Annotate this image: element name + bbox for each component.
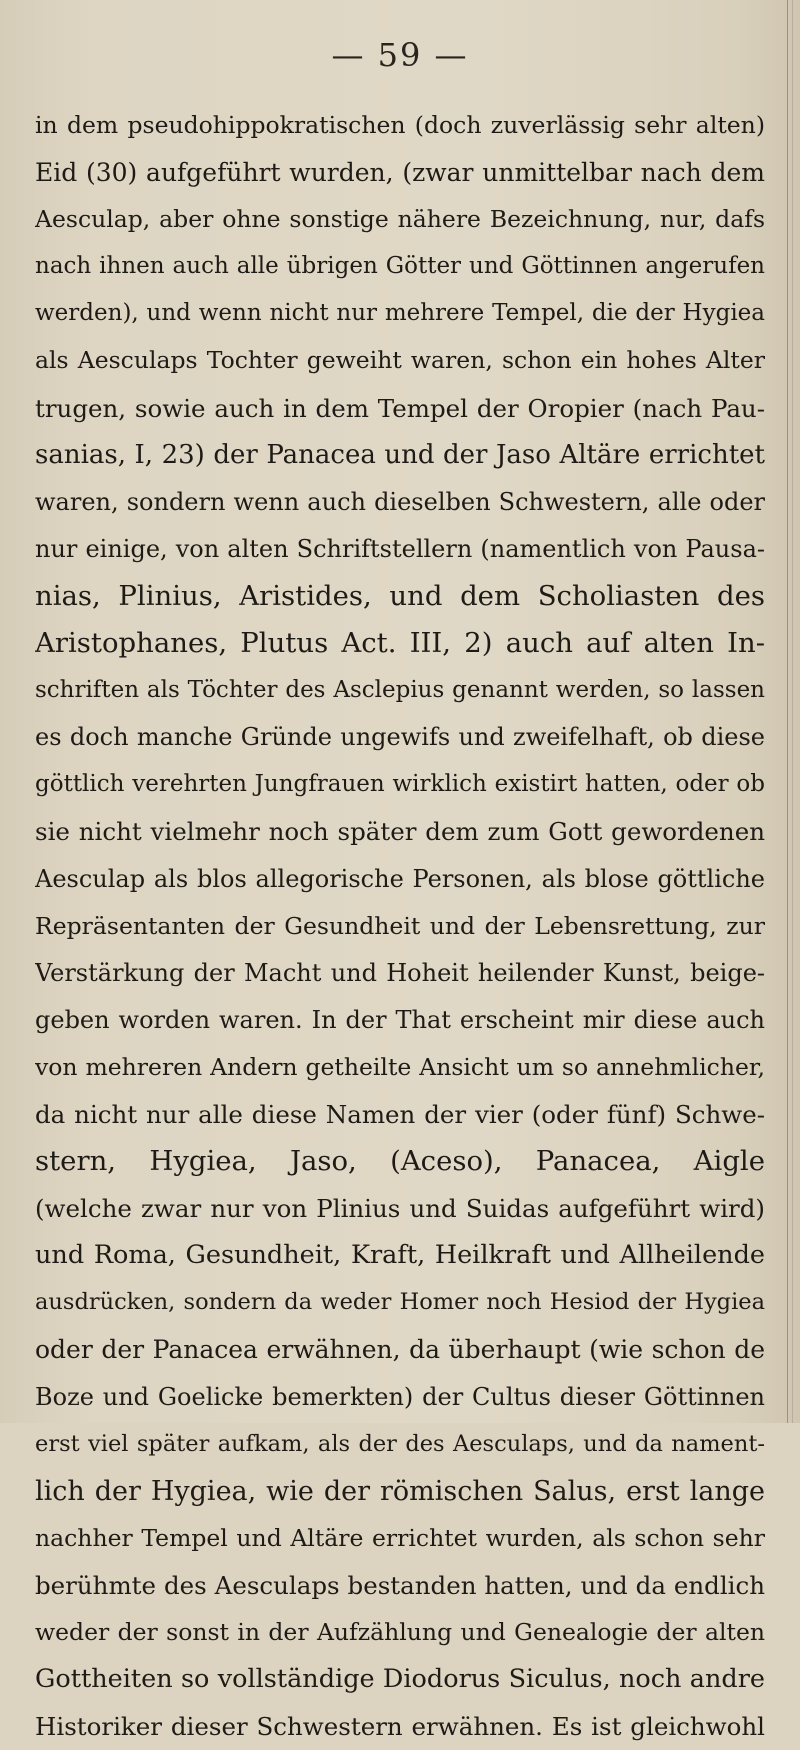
page-number: — 59 —	[331, 36, 469, 74]
text-line: Eid (30) aufgeführt wurden, (zwar unmittelbar nach dem	[35, 158, 765, 188]
text-line: da nicht nur alle diese Namen der vier (oder fünf) Schwe-	[35, 1099, 765, 1129]
text-line: von mehreren Andern getheilte Ansicht um so annehmlicher,	[35, 1052, 765, 1081]
text-line: Boze und Goelicke bemerkten) der Cultus dieser Göttinnen	[35, 1382, 765, 1411]
text-line: ausdrücken, sondern da weder Homer noch Hesiod der Hygiea	[35, 1289, 765, 1316]
text-line: (welche zwar nur von Plinius und Suidas aufgeführt wird)	[35, 1194, 765, 1224]
text-line: sanias, I, 23) der Panacea und der Jaso Altäre errichtet	[35, 439, 765, 470]
text-line: Aesculap als blos allegorische Personen, als blose göttliche	[35, 864, 765, 893]
text-line: lich der Hygiea, wie der römischen Salus, erst lange	[35, 1475, 765, 1507]
text-line: Aesculap, aber ohne sonstige nähere Bezeichnung, nur, dafs	[35, 205, 765, 234]
text-line: sie nicht vielmehr noch später dem zum Gott gewordenen	[35, 817, 765, 847]
text-line: berühmte des Aesculaps bestanden hatten, und da endlich	[35, 1570, 765, 1600]
text-line: Gottheiten so vollständige Diodorus Siculus, noch andre	[35, 1664, 765, 1695]
text-line: oder der Panacea erwähnen, da überhaupt (wie schon de	[35, 1335, 765, 1365]
body-text	[35, 102, 765, 1750]
page-edge-line	[787, 0, 788, 1423]
text-line: waren, sondern wenn auch dieselben Schwestern, alle oder	[35, 487, 765, 516]
text-line: schriften als Töchter des Asclepius genannt werden, so lassen	[35, 677, 765, 704]
text-line: Historiker dieser Schwestern erwähnen. Es ist gleichwohl	[35, 1712, 765, 1742]
text-line: werden), und wenn nicht nur mehrere Tempel, die der Hygiea	[35, 300, 765, 327]
text-line: als Aesculaps Tochter geweiht waren, schon ein hohes Alter	[35, 346, 765, 375]
text-line: geben worden waren. In der That erscheint mir diese auch	[35, 1005, 765, 1034]
text-line: Aristophanes, Plutus Act. III, 2) auch auf alten In-	[35, 627, 765, 660]
text-line: erst viel später aufkam, als der des Aesculaps, und da nament-	[35, 1430, 765, 1457]
text-line: weder der sonst in der Aufzählung und Genealogie der alten	[35, 1618, 765, 1646]
text-line: und Roma, Gesundheit, Kraft, Heilkraft und Allheilende	[35, 1240, 765, 1271]
text-line: Repräsentanten der Gesundheit und der Lebensrettung, zur	[35, 911, 765, 940]
text-line: stern, Hygiea, Jaso, (Aceso), Panacea, Aigle	[35, 1145, 765, 1178]
text-line: nachher Tempel und Altäre errichtet wurden, als schon sehr	[35, 1523, 765, 1552]
text-line: nur einige, von alten Schriftstellern (namentlich von Pausa-	[35, 534, 765, 563]
text-line: trugen, sowie auch in dem Tempel der Oropier (nach Pau-	[35, 393, 765, 423]
text-line: in dem pseudohippokratischen (doch zuverlässig sehr alten)	[35, 111, 765, 139]
text-line: nach ihnen auch alle übrigen Götter und Göttinnen angerufen	[35, 253, 765, 280]
text-line: es doch manche Gründe ungewifs und zweifelhaft, ob diese	[35, 723, 765, 752]
page-edge-line	[792, 0, 793, 1423]
text-line: nias, Plinius, Aristides, und dem Scholiasten des	[35, 579, 765, 612]
text-line: Verstärkung der Macht und Hoheit heilender Kunst, beige-	[35, 958, 765, 987]
text-line: göttlich verehrten Jungfrauen wirklich existirt hatten, oder ob	[35, 771, 765, 798]
